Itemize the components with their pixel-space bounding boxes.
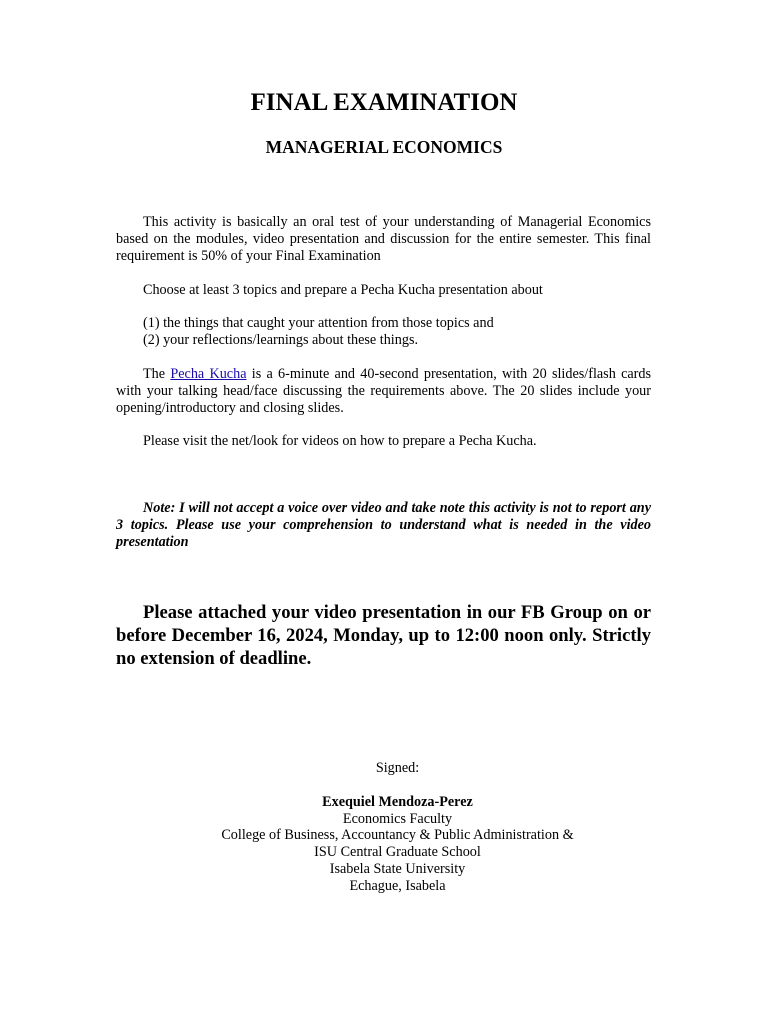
document-subtitle: MANAGERIAL ECONOMICS: [265, 137, 503, 157]
signed-label: Signed:: [375, 760, 420, 776]
signature-block: [0, 760, 768, 895]
signatory-university: Isabela State University: [329, 860, 466, 877]
instruction-paragraph: Choose at least 3 topics and prepare a Pecha Kucha presentation about: [143, 282, 543, 298]
pecha-prefix: The: [143, 366, 171, 382]
intro-paragraph: This activity is basically an oral test of your understanding of Managerial Economics based on the modules, video presentation and discussion for the entire semester. This final requirement is 50% of your Final Examination: [116, 214, 651, 264]
note-paragraph: Note: I will not accept a voice over video and take note this activity is not to report any 3 topics. Please use your comprehension to understand what is needed in the video presentation: [116, 500, 651, 550]
signatory-college: College of Business, Accountancy & Public Administration &: [221, 827, 574, 844]
deadline-paragraph: Please attached your video presentation in our FB Group on or before December 16, 2024, Monday, up to 12:00 noon only. Strictly no extension of deadline.: [116, 602, 651, 669]
topic-list: [116, 315, 651, 349]
list-item: (2) your reflections/learnings about these things.: [143, 331, 419, 348]
signatory-location: Echague, Isabela: [349, 877, 446, 894]
pecha-kucha-paragraph: [116, 366, 651, 416]
signatory-position: Economics Faculty: [342, 810, 453, 827]
document-title: FINAL EXAMINATION: [250, 89, 518, 116]
list-item: (1) the things that caught your attention from those topics and: [143, 315, 494, 331]
signatory-name: Exequiel Mendoza-Perez: [322, 793, 473, 810]
pecha-kucha-link[interactable]: Pecha Kucha: [170, 366, 247, 382]
signatory-school: ISU Central Graduate School: [314, 844, 481, 861]
pecha-description: is a 6-minute and 40-second presentation, with 20 slides/flash cards with your talking head/face discussing the requirements above. The 20 slides include your opening/introductory and closing slides.: [116, 366, 651, 416]
visit-paragraph: Please visit the net/look for videos on how to prepare a Pecha Kucha.: [143, 433, 537, 449]
